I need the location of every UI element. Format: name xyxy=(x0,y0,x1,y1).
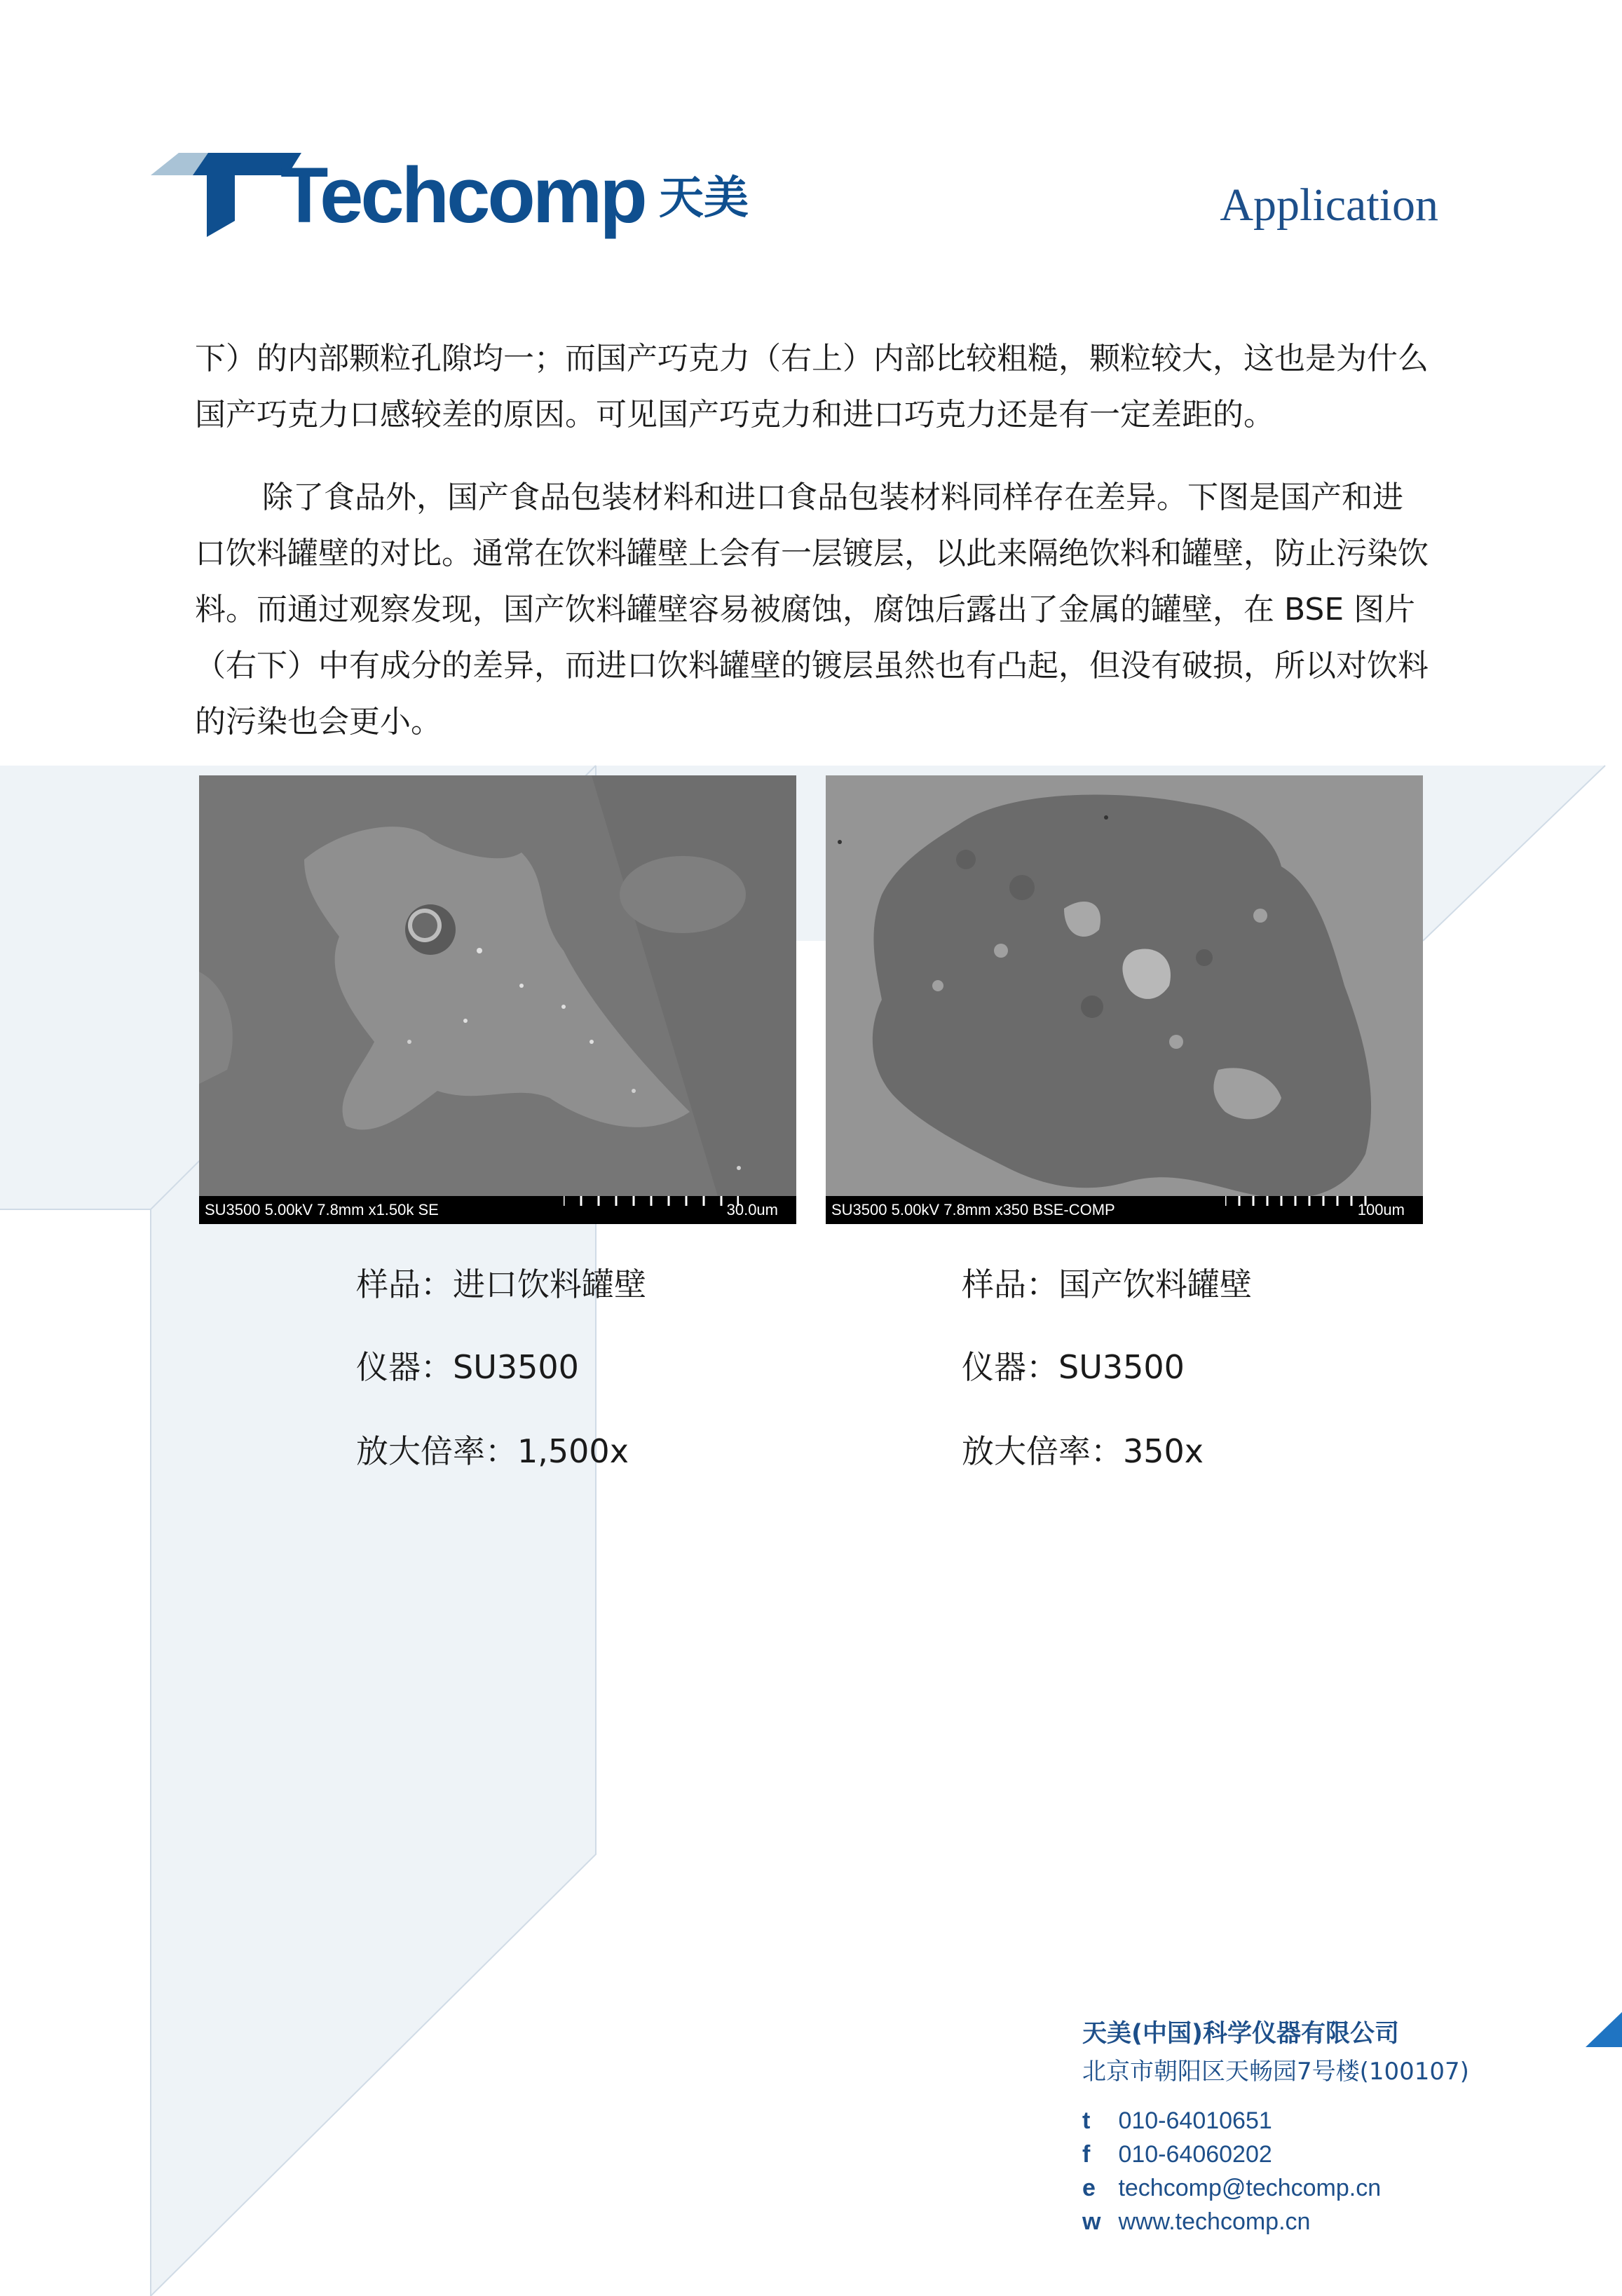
sem-conditions-right: SU3500 5.00kV 7.8mm x350 BSE-COMP xyxy=(831,1201,1115,1218)
brand-name-cn: 天美 xyxy=(659,172,749,224)
caption-left-magnification: 放大倍率：1,500x xyxy=(356,1432,629,1470)
contact-fax-key: f xyxy=(1082,2141,1091,2168)
sem-info-bar-right xyxy=(826,1196,1423,1224)
sem-image-domestic xyxy=(826,775,1423,1224)
sem-image-imported xyxy=(199,775,796,1224)
paragraph-packaging: 除了食品外，国产食品包装材料和进口食品包装材料同样存在差异。下图是国产和进口饮料罐壁的对比。通常在饮料罐壁上会有一层镀层，以此来隔绝饮料和罐壁，防止污染饮料。而通过观察发现，国产饮料罐壁容易被腐蚀，腐蚀后露出了金属的罐壁，在 BSE 图片（右下）中有成分的差异，而进口饮料罐壁的镀层虽然也有凸起，但没有破损，所以对饮料的污染也会更小。 xyxy=(195,480,1429,740)
contact-website-key: w xyxy=(1082,2208,1101,2235)
scale-ticks-left xyxy=(564,1196,739,1224)
contact-email-value: techcomp@techcomp.cn xyxy=(1118,2175,1382,2201)
caption-right-sample: 样品：国产饮料罐壁 xyxy=(962,1265,1252,1303)
contact-fax xyxy=(1082,2138,1272,2171)
sem-texture-left xyxy=(199,775,796,1224)
section-title: Application xyxy=(1220,179,1438,231)
contact-email-key: e xyxy=(1082,2175,1096,2201)
caption-right-instrument: 仪器：SU3500 xyxy=(962,1348,1185,1386)
paragraph-intro: 下）的内部颗粒孔隙均一；而国产巧克力（右上）内部比较粗糙，颗粒较大，这也是为什么国产巧克力口感较差的原因。可见国产巧克力和进口巧克力还是有一定差距的。 xyxy=(195,341,1429,433)
contact-website xyxy=(1082,2206,1310,2238)
contact-phone-key: t xyxy=(1082,2107,1091,2134)
sem-texture-right xyxy=(826,775,1423,1224)
sem-scale-right: 100um xyxy=(1357,1201,1405,1218)
company-address: 北京市朝阳区天畅园7号楼(100107) xyxy=(1082,2058,1469,2086)
caption-right-magnification: 放大倍率：350x xyxy=(962,1432,1204,1470)
contact-email xyxy=(1082,2172,1381,2204)
sem-conditions-left: SU3500 5.00kV 7.8mm x1.50k SE xyxy=(205,1201,439,1218)
corner-triangle-accent xyxy=(1586,2012,1622,2047)
company-name: 天美(中国)科学仪器有限公司 xyxy=(1082,2020,1399,2048)
sem-info-bar-left xyxy=(199,1196,796,1224)
contact-phone xyxy=(1082,2105,1272,2137)
contact-website-value: www.techcomp.cn xyxy=(1118,2208,1311,2235)
contact-fax-value: 010-64060202 xyxy=(1118,2141,1272,2168)
caption-left-instrument: 仪器：SU3500 xyxy=(356,1348,579,1386)
sem-scale-left: 30.0um xyxy=(726,1201,778,1218)
caption-left-sample: 样品：进口饮料罐壁 xyxy=(356,1265,646,1303)
brand-name-en: Techcomp xyxy=(280,151,645,239)
contact-phone-value: 010-64010651 xyxy=(1118,2107,1272,2134)
